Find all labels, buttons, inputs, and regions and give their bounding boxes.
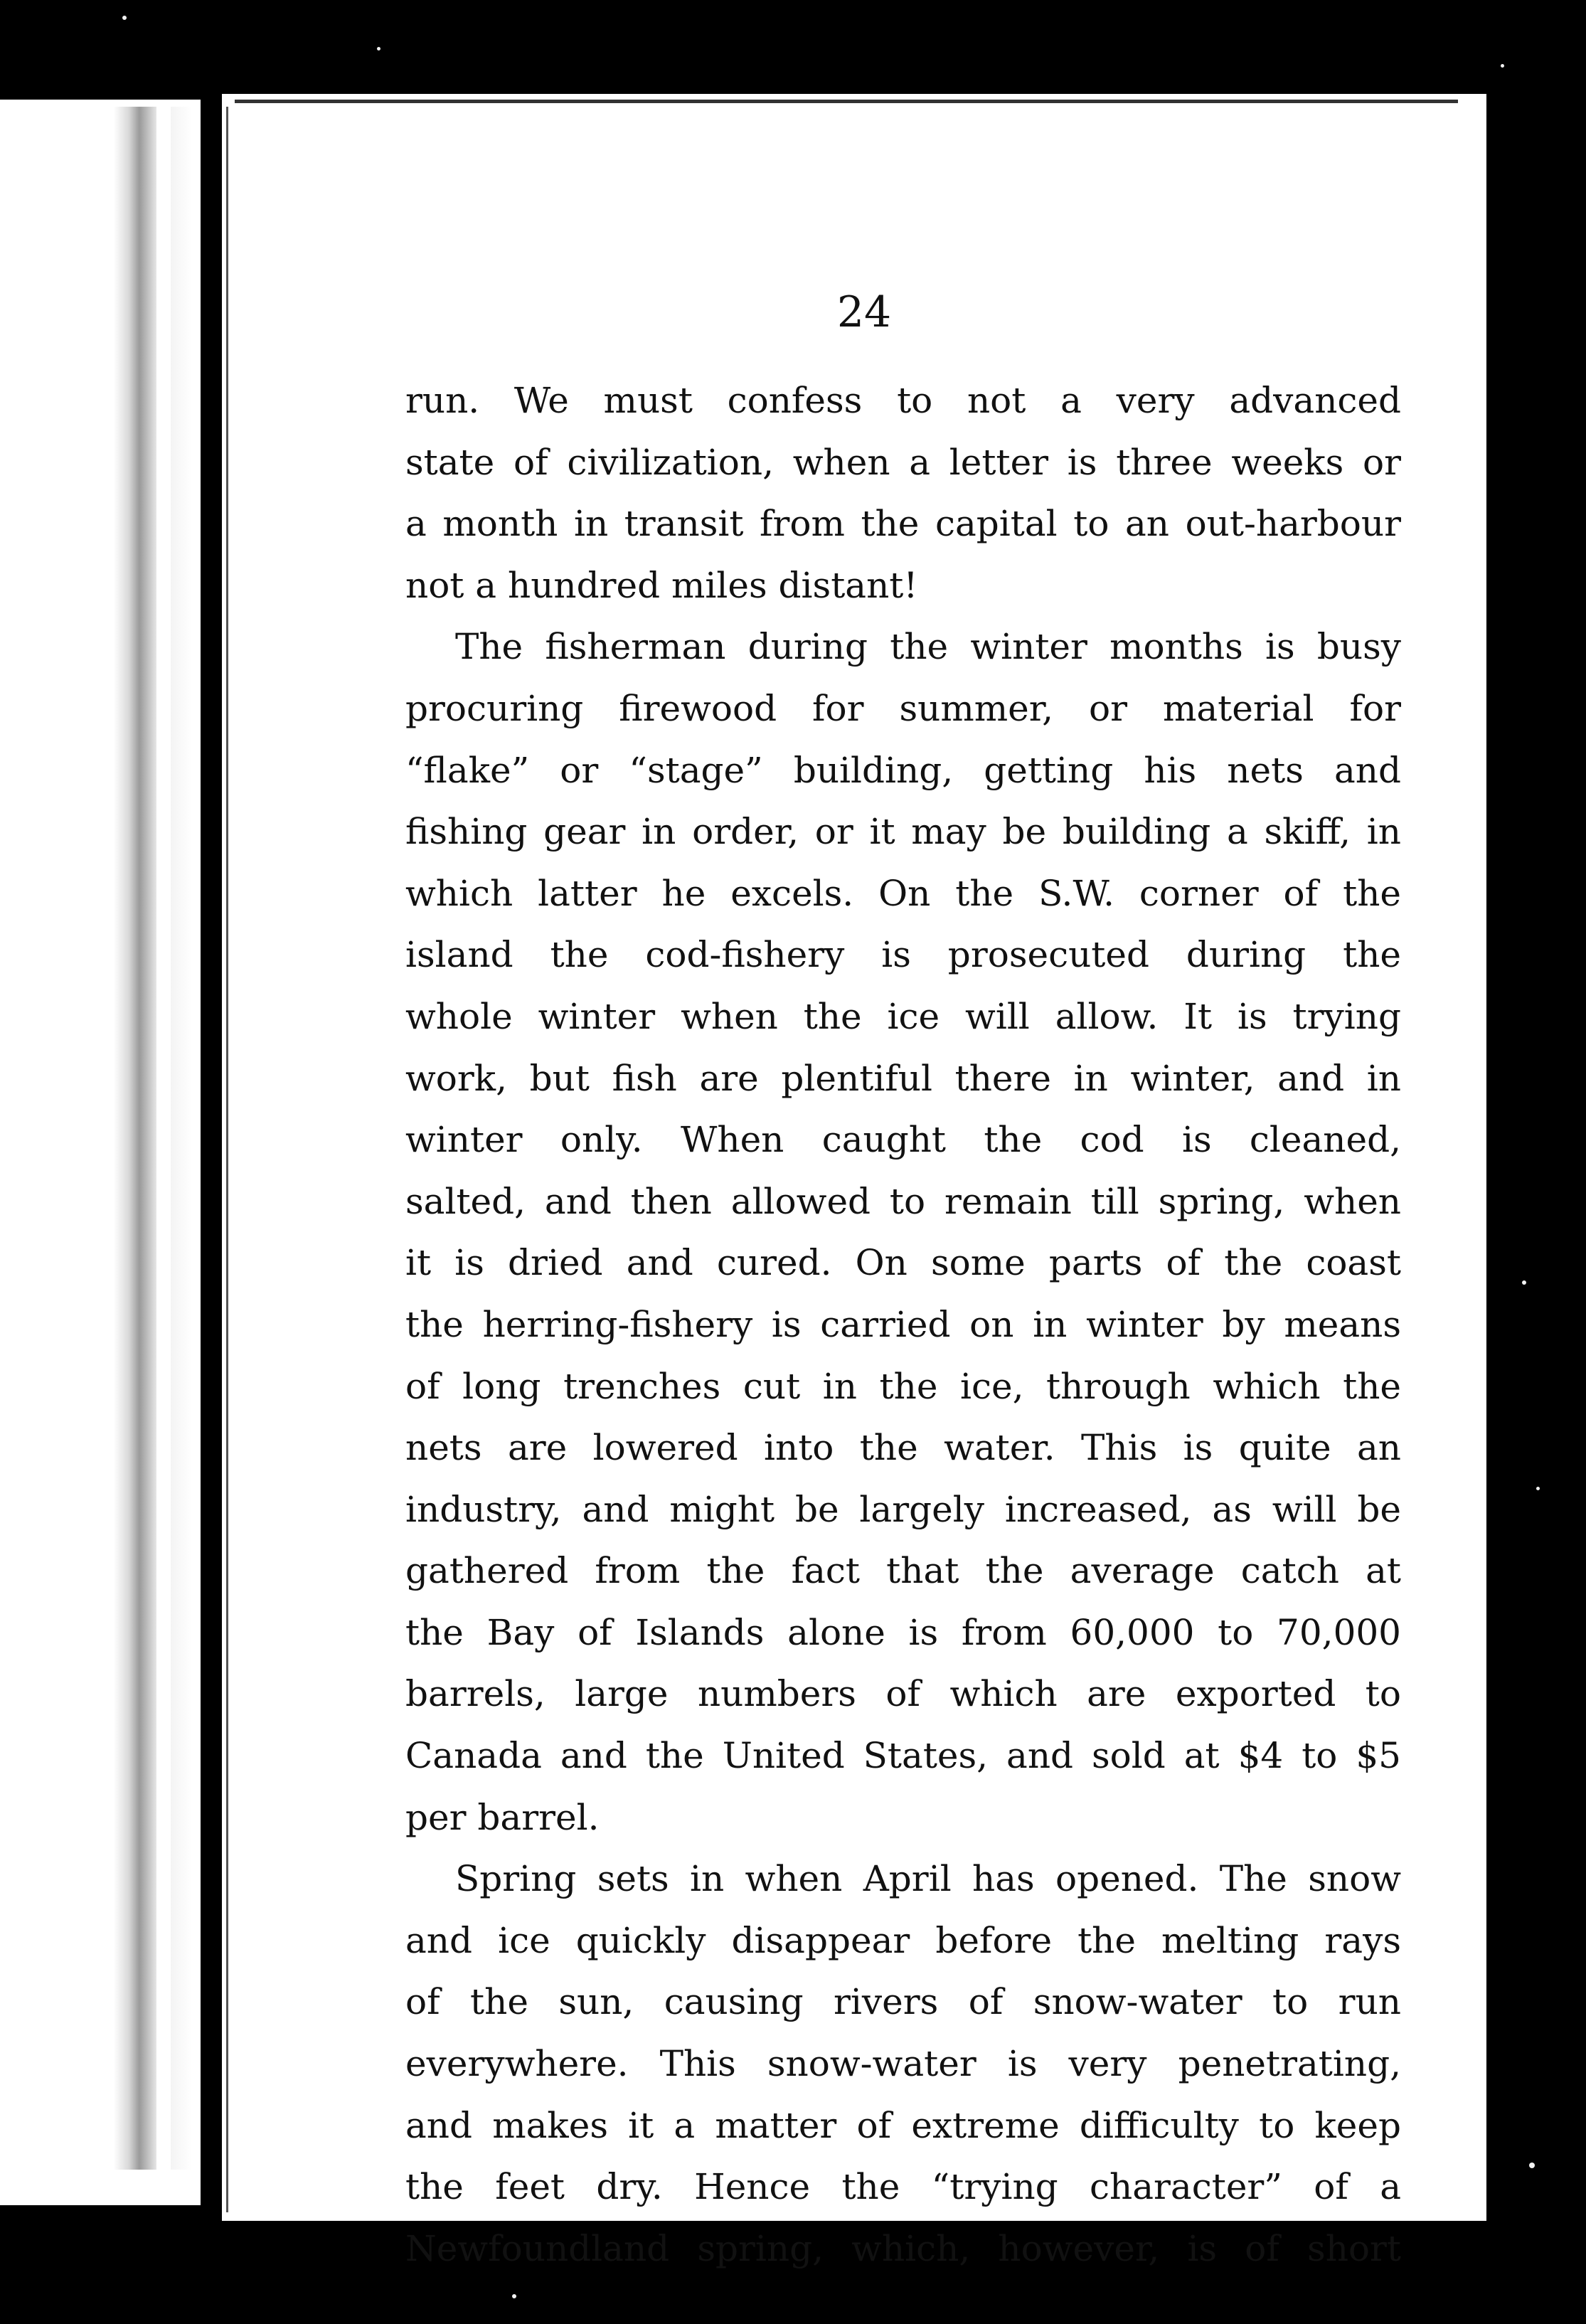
text-line: “flake” or “stage” building, getting his nets and	[405, 749, 1401, 791]
text-line: work, but fish are plentiful there in winter, and in	[405, 1057, 1401, 1099]
text-line: everywhere. This snow-water is very penetrating,	[405, 2043, 1401, 2085]
text-line: and ice quickly disappear before the melting rays	[405, 1919, 1401, 1961]
text-line: state of civilization, when a letter is three weeks or	[405, 441, 1401, 483]
text-line: Newfoundland spring, which, however, is of short	[405, 2227, 1401, 2269]
text-line: which latter he excels. On the S.W. corner of the	[405, 872, 1401, 914]
dust-speck	[377, 47, 380, 51]
text-line: island the cod-fishery is prosecuted during the	[405, 934, 1401, 976]
dust-speck	[1536, 1487, 1540, 1490]
page-top-edge	[235, 100, 1458, 103]
text-line: nets are lowered into the water. This is quite an	[405, 1427, 1401, 1469]
text-line: the feet dry. Hence the “trying character” of a	[405, 2166, 1401, 2208]
dust-speck	[122, 16, 127, 20]
text-line: winter only. When caught the cod is cleaned,	[405, 1119, 1401, 1161]
text-line: procuring firewood for summer, or material for	[405, 687, 1401, 729]
text-line: gathered from the fact that the average catch at	[405, 1550, 1401, 1592]
text-line: a month in transit from the capital to an out-harbour	[405, 503, 1401, 545]
dust-speck	[1529, 2163, 1535, 2168]
text-line: and makes it a matter of extreme difficulty to keep	[405, 2104, 1401, 2146]
text-line: barrels, large numbers of which are exported to	[405, 1673, 1401, 1715]
text-line: fishing gear in order, or it may be building a skiff, in	[405, 811, 1401, 853]
page-number: 24	[836, 287, 892, 337]
text-line: per barrel.	[405, 1796, 600, 1838]
text-line: the Bay of Islands alone is from 60,000 to 70,000	[405, 1611, 1401, 1653]
body-text	[405, 370, 1401, 2279]
text-line: of the sun, causing rivers of snow-water to run	[405, 1981, 1401, 2023]
binding-gutter	[114, 107, 156, 2170]
page-left-edge	[226, 107, 228, 2212]
dust-speck	[1522, 1280, 1526, 1285]
text-line: not a hundred miles distant!	[405, 564, 918, 606]
text-line: Canada and the United States, and sold at $4 to $5	[405, 1735, 1401, 1777]
text-line: the herring-fishery is carried on in winter by means	[405, 1303, 1401, 1345]
text-line: industry, and might be largely increased, as will be	[405, 1488, 1401, 1530]
text-line: run. We must confess to not a very advanced	[405, 380, 1401, 421]
gutter-shadow	[171, 107, 192, 2170]
dust-speck	[1501, 64, 1504, 68]
text-line: of long trenches cut in the ice, through which the	[405, 1365, 1401, 1407]
text-line: The fisherman during the winter months is busy	[455, 626, 1401, 668]
text-line: Spring sets in when April has opened. The snow	[455, 1858, 1401, 1900]
text-line: whole winter when the ice will allow. It is trying	[405, 995, 1401, 1037]
text-line: salted, and then allowed to remain till spring, when	[405, 1180, 1401, 1222]
dust-speck	[512, 2294, 516, 2298]
text-line: it is dried and cured. On some parts of the coast	[405, 1242, 1401, 1284]
